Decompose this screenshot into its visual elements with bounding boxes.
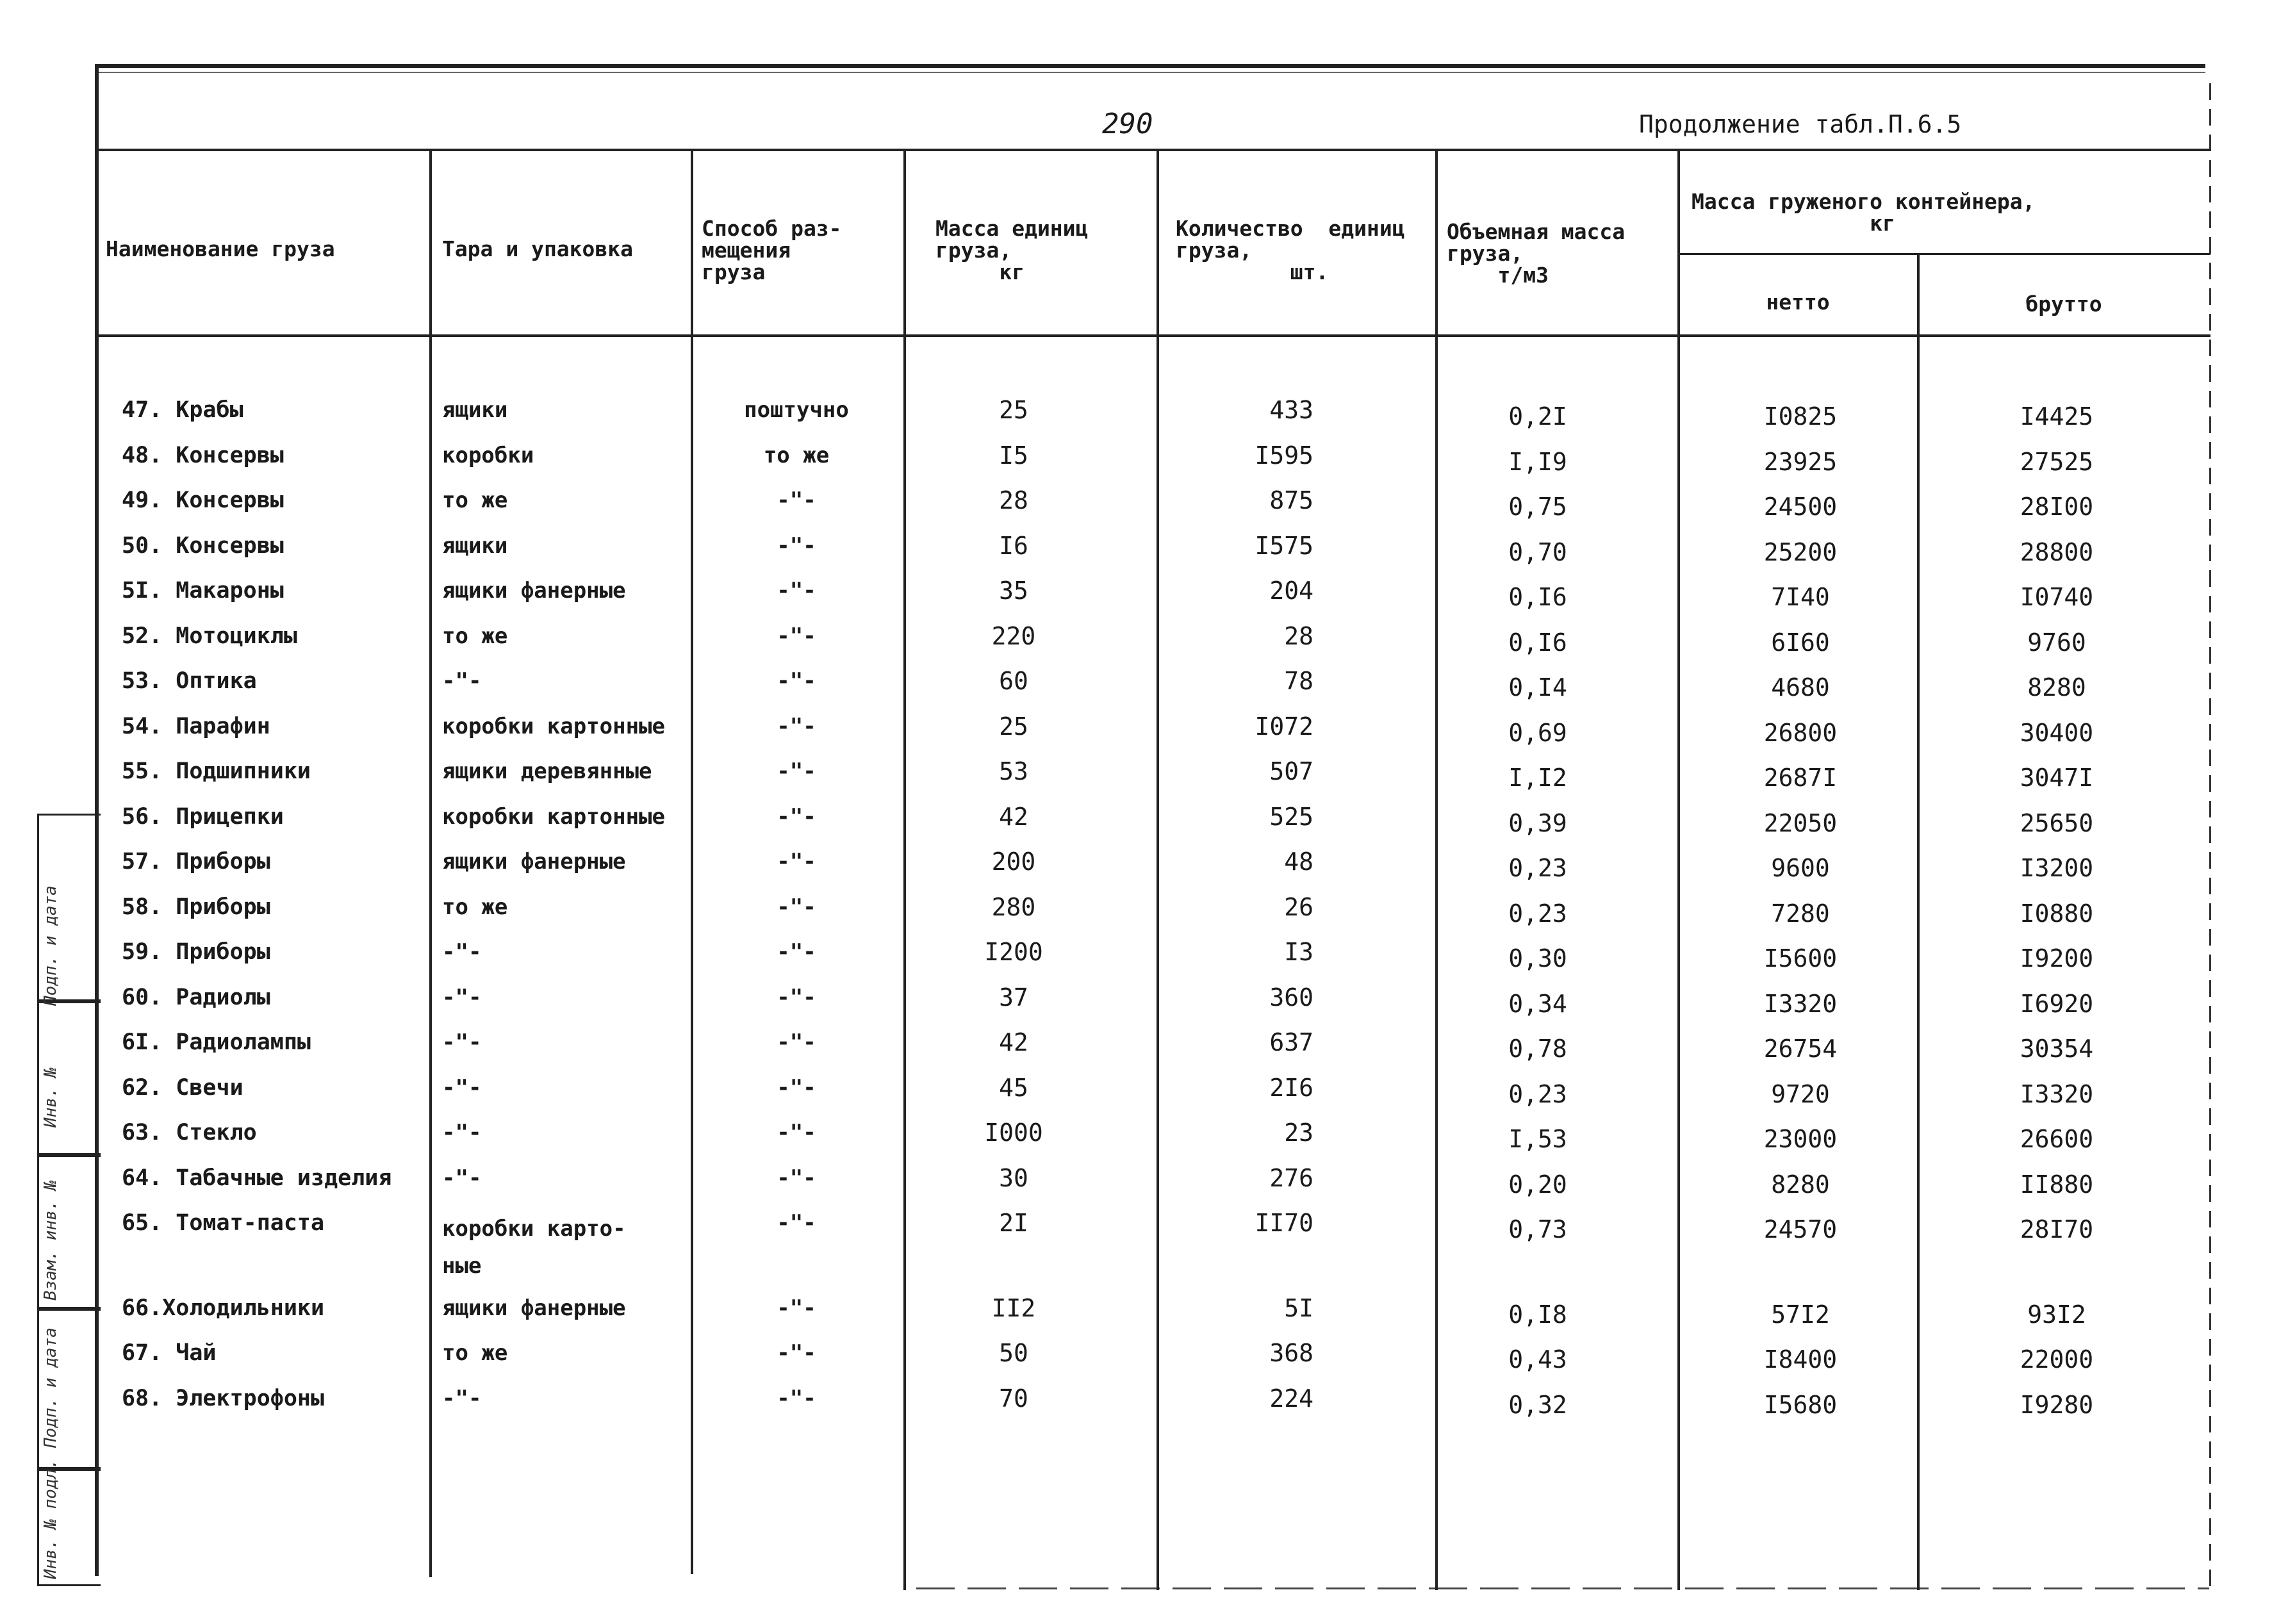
cell-unit-mass: 60 (999, 667, 1028, 695)
cell-unit-quantity: II70 (1255, 1209, 1313, 1237)
side-stamp-label-5: Инв. № подл. (41, 1459, 60, 1579)
cell-cargo-name: 65. Томат-паста (122, 1210, 325, 1236)
cell-volume-mass: 0,69 (1508, 718, 1567, 747)
cell-volume-mass: 0,2I (1508, 402, 1567, 431)
cell-unit-mass: 220 (991, 621, 1036, 650)
cell-cargo-name: 49. Консервы (122, 488, 284, 513)
cell-packaging: -"- (442, 1029, 482, 1055)
cell-placement-method: -"- (777, 1295, 816, 1321)
cell-unit-mass: II2 (991, 1293, 1036, 1322)
cell-placement-method: -"- (777, 623, 816, 649)
cell-cargo-name: 66.Холодильники (122, 1295, 325, 1321)
cell-net-mass: 23925 (1763, 447, 1838, 476)
cell-packaging: то же (442, 1340, 508, 1366)
cell-packaging: -"- (442, 1120, 482, 1145)
cell-volume-mass: 0,I6 (1508, 628, 1567, 657)
cell-net-mass: 8280 (1771, 1170, 1830, 1199)
cell-unit-quantity: 48 (1284, 848, 1313, 876)
cell-net-mass: 7I40 (1771, 583, 1830, 611)
cell-net-mass: 23000 (1763, 1125, 1838, 1153)
side-stamp-strip (32, 814, 103, 1582)
header-packaging: Тара и упаковка (442, 236, 634, 261)
frame-bottom-border (916, 1587, 2209, 1589)
cell-net-mass: I5600 (1763, 944, 1838, 972)
cell-gross-mass: 30354 (2020, 1035, 2094, 1063)
cell-gross-mass: I3200 (2020, 854, 2094, 882)
cell-gross-mass: 26600 (2020, 1125, 2094, 1153)
cell-cargo-name: 56. Прицепки (122, 803, 284, 830)
cell-net-mass: 9600 (1771, 854, 1830, 882)
cell-unit-quantity: 224 (1269, 1384, 1313, 1413)
cell-volume-mass: 0,32 (1508, 1390, 1567, 1419)
cell-cargo-name: 47. Крабы (122, 397, 243, 423)
cell-gross-mass: 27525 (2020, 447, 2094, 476)
cell-unit-mass: 25 (999, 396, 1028, 424)
cell-volume-mass: 0,70 (1508, 537, 1567, 566)
header-unit-quantity: Количество единиц груза, шт. (1176, 216, 1405, 284)
cell-net-mass: 24570 (1763, 1215, 1838, 1243)
cell-net-mass: I8400 (1763, 1345, 1838, 1374)
cell-cargo-name: 60. Радиолы (122, 984, 270, 1010)
cell-unit-quantity: 507 (1269, 757, 1313, 785)
header-volume-mass: Объемная масса груза, т/м3 (1447, 219, 1626, 288)
cell-packaging: -"- (442, 1165, 482, 1191)
cell-net-mass: 24500 (1763, 493, 1838, 521)
cell-placement-method: -"- (777, 1120, 816, 1145)
cell-volume-mass: 0,39 (1508, 808, 1567, 837)
page-number: 290 (1102, 108, 1153, 140)
header-bottom-line (96, 334, 2210, 337)
cell-unit-quantity: 23 (1284, 1119, 1313, 1147)
cell-gross-mass: I3320 (2020, 1079, 2094, 1108)
cell-volume-mass: I,53 (1508, 1125, 1567, 1153)
cell-net-mass: 6I60 (1771, 628, 1830, 657)
cell-gross-mass: II880 (2020, 1170, 2094, 1199)
cell-volume-mass: I,I2 (1508, 764, 1567, 792)
cell-unit-quantity: 26 (1284, 892, 1313, 921)
cell-placement-method: -"- (777, 532, 816, 559)
header-top-line (96, 149, 2210, 151)
side-stamp-label-1: Подп. и дата (41, 885, 60, 1006)
cell-packaging: ящики фанерные (442, 849, 626, 874)
header-unit-mass: Масса единиц груза, кг (935, 216, 1089, 284)
cell-gross-mass: I4425 (2020, 402, 2094, 431)
cell-gross-mass: 28800 (2020, 537, 2094, 566)
cell-cargo-name: 68. Электрофоны (122, 1385, 325, 1411)
header-cargo-name: Наименование груза (106, 236, 335, 261)
header-subdivider-line (1677, 253, 2210, 255)
cell-unit-quantity: I575 (1255, 531, 1313, 560)
cell-volume-mass: 0,I6 (1508, 583, 1567, 611)
cell-gross-mass: 28I00 (2020, 493, 2094, 521)
cell-unit-quantity: 28 (1284, 621, 1313, 650)
cell-packaging: -"- (442, 1074, 482, 1101)
cell-placement-method: -"- (777, 984, 816, 1010)
cell-net-mass: 26754 (1763, 1035, 1838, 1063)
cell-volume-mass: 0,30 (1508, 944, 1567, 972)
cell-volume-mass: 0,20 (1508, 1170, 1567, 1199)
side-stamp-label-3: Взам. инв. № (41, 1180, 60, 1300)
cell-unit-mass: I200 (984, 938, 1043, 966)
header-gross: брутто (2025, 291, 2102, 316)
cell-packaging: коробки (442, 442, 534, 468)
cell-net-mass: 2687I (1763, 764, 1838, 792)
cell-cargo-name: 6I. Радиолампы (122, 1029, 311, 1055)
cell-packaging: -"- (442, 984, 482, 1010)
cell-cargo-name: 57. Приборы (122, 849, 270, 874)
header-net: нетто (1766, 290, 1830, 315)
cell-unit-mass: 280 (991, 892, 1036, 921)
cell-placement-method: -"- (777, 759, 816, 784)
cell-gross-mass: I9280 (2020, 1390, 2094, 1419)
header-container-mass: Масса груженого контейнера, кг (1692, 189, 2036, 236)
cell-unit-quantity: 875 (1269, 486, 1313, 514)
cell-unit-quantity: 2I6 (1269, 1073, 1313, 1102)
cell-volume-mass: 0,75 (1508, 493, 1567, 521)
cell-unit-mass: 200 (991, 848, 1036, 876)
cell-volume-mass: 0,23 (1508, 899, 1567, 928)
cell-cargo-name: 53. Оптика (122, 668, 257, 694)
cell-unit-mass: 70 (999, 1384, 1028, 1413)
cell-unit-quantity: I3 (1284, 938, 1313, 966)
cell-net-mass: 7280 (1771, 899, 1830, 928)
cell-placement-method: -"- (777, 803, 816, 830)
cell-unit-quantity: 637 (1269, 1028, 1313, 1056)
cell-net-mass: 25200 (1763, 537, 1838, 566)
cell-gross-mass: 25650 (2020, 808, 2094, 837)
cell-placement-method: -"- (777, 578, 816, 603)
cell-placement-method: -"- (777, 1029, 816, 1055)
cell-gross-mass: I6920 (2020, 989, 2094, 1018)
cell-gross-mass: I0880 (2020, 899, 2094, 928)
cell-volume-mass: 0,23 (1508, 854, 1567, 882)
cell-packaging: -"- (442, 1385, 482, 1411)
cell-placement-method: -"- (777, 713, 816, 739)
cell-placement-method: -"- (777, 1074, 816, 1101)
cell-placement-method: то же (763, 442, 830, 468)
cell-gross-mass: 30400 (2020, 718, 2094, 747)
cell-placement-method: -"- (777, 849, 816, 874)
cell-volume-mass: 0,78 (1508, 1035, 1567, 1063)
cell-volume-mass: 0,43 (1508, 1345, 1567, 1374)
cell-unit-quantity: 276 (1269, 1163, 1313, 1192)
cell-volume-mass: 0,73 (1508, 1215, 1567, 1243)
side-stamp-label-2: Инв. № (41, 1067, 60, 1128)
cell-packaging: ящики (442, 397, 508, 423)
cell-unit-mass: 42 (999, 1028, 1028, 1056)
cell-placement-method: поштучно (744, 397, 849, 423)
cell-unit-mass: 2I (999, 1209, 1028, 1237)
cell-unit-quantity: 78 (1284, 667, 1313, 695)
cell-unit-mass: 25 (999, 712, 1028, 741)
cell-placement-method: -"- (777, 939, 816, 965)
cell-unit-mass: I000 (984, 1119, 1043, 1147)
cell-net-mass: 9720 (1771, 1079, 1830, 1108)
cell-packaging: то же (442, 488, 508, 513)
cell-unit-mass: I5 (999, 441, 1028, 470)
cell-cargo-name: 63. Стекло (122, 1120, 257, 1145)
cell-net-mass: I3320 (1763, 989, 1838, 1018)
cell-net-mass: I5680 (1763, 1390, 1838, 1419)
cell-unit-quantity: I072 (1255, 712, 1313, 741)
cell-cargo-name: 62. Свечи (122, 1074, 243, 1101)
cell-packaging: коробки картонные (442, 713, 665, 739)
cell-unit-mass: 53 (999, 757, 1028, 785)
cell-packaging: ящики деревянные (442, 759, 652, 784)
cell-unit-mass: 42 (999, 802, 1028, 831)
cell-unit-mass: 28 (999, 486, 1028, 514)
header-placement-method: Способ раз- мещения груза (702, 216, 842, 284)
cell-unit-quantity: 368 (1269, 1339, 1313, 1367)
cell-unit-quantity: 360 (1269, 983, 1313, 1012)
cell-unit-mass: I6 (999, 531, 1028, 560)
cell-cargo-name: 50. Консервы (122, 532, 284, 559)
cell-cargo-name: 54. Парафин (122, 713, 270, 739)
cell-net-mass: 26800 (1763, 718, 1838, 747)
cell-volume-mass: I,I9 (1508, 447, 1567, 476)
cell-net-mass: 22050 (1763, 808, 1838, 837)
cell-unit-quantity: 433 (1269, 396, 1313, 424)
frame-top-border-inner (96, 72, 2205, 73)
cell-gross-mass: 9760 (2027, 628, 2086, 657)
cell-cargo-name: 55. Подшипники (122, 759, 311, 784)
cell-placement-method: -"- (777, 488, 816, 513)
cell-gross-mass: 3047I (2020, 764, 2094, 792)
cell-volume-mass: 0,34 (1508, 989, 1567, 1018)
cell-net-mass: 4680 (1771, 673, 1830, 701)
cell-gross-mass: 28I70 (2020, 1215, 2094, 1243)
cell-placement-method: -"- (777, 668, 816, 694)
cell-net-mass: I0825 (1763, 402, 1838, 431)
cell-placement-method: -"- (777, 1340, 816, 1366)
cell-packaging: то же (442, 623, 508, 649)
table-continuation-title: Продолжение табл.П.6.5 (1639, 110, 1962, 138)
cell-placement-method: -"- (777, 1165, 816, 1191)
cell-unit-mass: 50 (999, 1339, 1028, 1367)
frame-top-border (96, 64, 2205, 68)
cell-gross-mass: I0740 (2020, 583, 2094, 611)
cell-packaging: коробки карто- ные (442, 1216, 626, 1279)
cell-packaging: коробки картонные (442, 803, 665, 830)
cell-packaging: -"- (442, 939, 482, 965)
cell-packaging: ящики (442, 532, 508, 559)
cell-cargo-name: 58. Приборы (122, 894, 270, 920)
cell-placement-method: -"- (777, 1385, 816, 1411)
cell-cargo-name: 67. Чай (122, 1340, 217, 1366)
cell-packaging: то же (442, 894, 508, 920)
side-stamp-label-4: Подп. и дата (41, 1327, 60, 1448)
cell-unit-mass: 30 (999, 1163, 1028, 1192)
cell-gross-mass: 8280 (2027, 673, 2086, 701)
cell-unit-mass: 35 (999, 577, 1028, 605)
col-divider-4 (1157, 149, 1159, 1590)
frame-right-border (2209, 83, 2211, 1589)
cell-gross-mass: I9200 (2020, 944, 2094, 972)
cell-cargo-name: 48. Консервы (122, 442, 284, 468)
cell-volume-mass: 0,I4 (1508, 673, 1567, 701)
cell-placement-method: -"- (777, 894, 816, 920)
cell-cargo-name: 52. Мотоциклы (122, 623, 297, 649)
cell-unit-quantity: I595 (1255, 441, 1313, 470)
cell-unit-mass: 45 (999, 1073, 1028, 1102)
cell-unit-mass: 37 (999, 983, 1028, 1012)
cell-placement-method: -"- (777, 1210, 816, 1236)
cell-gross-mass: 22000 (2020, 1345, 2094, 1374)
cell-cargo-name: 5I. Макароны (122, 578, 284, 603)
cell-packaging: -"- (442, 668, 482, 694)
cell-cargo-name: 64. Табачные изделия (122, 1165, 392, 1191)
cell-gross-mass: 93I2 (2027, 1300, 2086, 1329)
cell-cargo-name: 59. Приборы (122, 939, 270, 965)
cell-volume-mass: 0,23 (1508, 1079, 1567, 1108)
col-divider-1 (429, 149, 432, 1577)
cell-unit-quantity: 204 (1269, 577, 1313, 605)
cell-unit-quantity: 525 (1269, 802, 1313, 831)
cell-volume-mass: 0,I8 (1508, 1300, 1567, 1329)
cell-packaging: ящики фанерные (442, 578, 626, 603)
cell-unit-quantity: 5I (1284, 1293, 1313, 1322)
cell-net-mass: 57I2 (1771, 1300, 1830, 1329)
cell-packaging: ящики фанерные (442, 1295, 626, 1321)
